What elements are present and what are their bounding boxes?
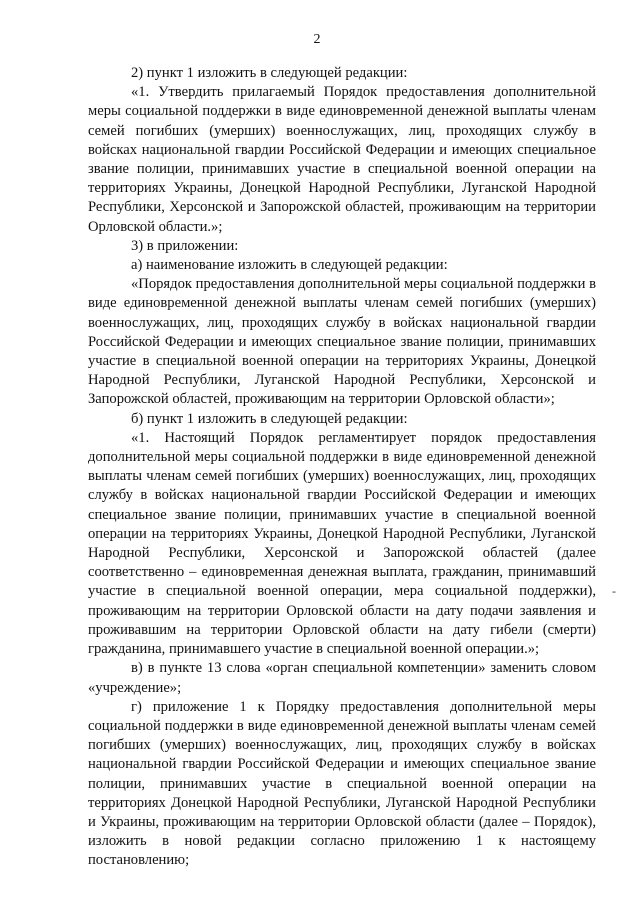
document-body <box>88 64 596 871</box>
paragraph-item-2: 2) пункт 1 изложить в следующей редакции: <box>131 65 408 81</box>
paragraph-subitem-a: а) наименование изложить в следующей редакции: <box>131 257 448 274</box>
paragraph-subitem-g: г) приложение 1 к Порядку предоставления дополнительной меры социальной поддержки в виде единовременной денежной выплаты членам семей погибших (умерших) военнослужащих, лиц, проходящих службу в войсках национальной гвардии Российской Федерации и имеющих специальное звание полиции, принимавших участие в специальной военной операции на территориях Донецкой Народной Республики, Луганской Народной Республики и Украины, проживающим на территории Орловской области (далее – Порядок), изложить в новой редакции согласно приложению 1 к настоящему постановлению; <box>88 698 596 869</box>
paragraph-quote-point-1: «1. Утвердить прилагаемый Порядок предоставления дополнительной меры социальной поддержки в виде единовременной денежной выплаты членам семей погибших (умерших) военнослужащих, лиц, проходящих службу в войсках национальной гвардии Российской Федерации и имеющих специальное звание полиции, принимавших участие в специальной военной операции на территориях Украины, Донецкой Народной Республики, Луганской Народной Республики, Херсонской и Запорожской областей, проживающим на территории Орловской области.»; <box>88 84 596 235</box>
page-number: 2 <box>313 32 321 47</box>
margin-mark: - <box>612 584 616 598</box>
paragraph-subitem-v: в) в пункте 13 слова «орган специальной компетенции» заменить словом «учреждение»; <box>88 660 596 696</box>
paragraph-quote-point-1-procedure: «1. Настоящий Порядок регламентирует порядок предоставления дополнительной меры социальной поддержки в виде единовременной денежной выплаты членам семей погибших (умерших) военнослужащих, лиц, проходящих службу в войсках национальной гвардии Российской Федерации и имеющих специальное звание полиции, принимавших участие в специальной военной операции на территориях Украины, Донецкой Народной Республики, Луганской Народной Республики, Херсонской и Запорожской областей (далее соответственно – единовременная денежная выплата, гражданин, принимавший участие в специальной военной операции, мера социальной поддержки), проживающим на территории Орловской области на дату подачи заявления и проживавшим на территории Орловской области на дату гибели (смерти) гражданина, принимавшего участие в специальной военной операции.»; <box>88 429 596 658</box>
paragraph-item-3: 3) в приложении: <box>131 237 239 254</box>
paragraph-quote-title: «Порядок предоставления дополнительной меры социальной поддержки в виде единовременной денежной выплаты членам семей погибших (умерших) военнослужащих, лиц, проходящих службу в войсках национальной гвардии Российской Федерации и имеющих специальное звание полиции, принимавших участие в специальной военной операции на территориях Украины, Донецкой Народной Республики, Луганской Народной Республики, Херсонской и Запорожской областей, проживающим на территории Орловской области»; <box>88 276 596 408</box>
paragraph-subitem-b: б) пункт 1 изложить в следующей редакции: <box>131 410 408 427</box>
